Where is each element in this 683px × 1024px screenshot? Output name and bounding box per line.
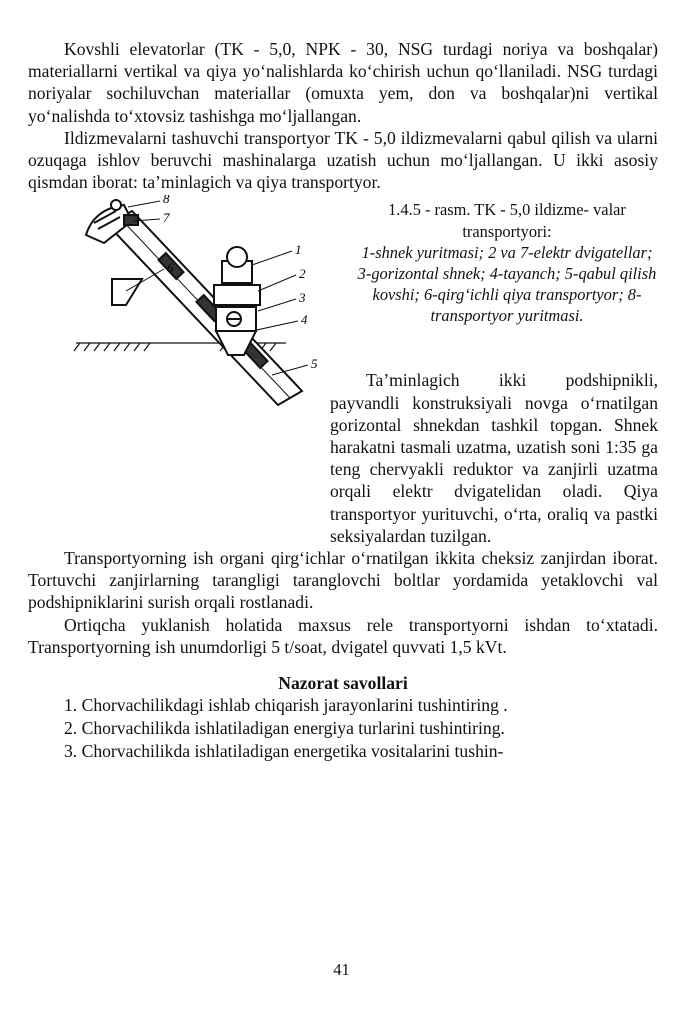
paragraph-working-organ: Transportyorning ish organi qirg‘ichlar o‘rnatilgan ikkita cheksiz zanjirdan iborat. Tortuvchi zanjirlarning tarangligi taranglovchi boltlar yordamida yetaklovchi val podshipniklarini surish orqali rostlanadi.	[28, 548, 658, 613]
paragraph-tk-transporter: Ildizmevalarni tashuvchi transportyor TK - 5,0 ildizmevalarni qabul qilish va ularni ozuqaga ishlov beruvchi mashinalarga uzatish uchun mo‘ljallangan. U ikki asosiy qismdan iborat: ta’minlagich va qiya transportyor.	[28, 127, 658, 193]
label-5: 5	[311, 356, 318, 372]
label-1: 1	[295, 242, 302, 258]
label-6: 6	[167, 260, 174, 276]
caption-description: 1-shnek yuritmasi; 2 va 7-elektr dvigatellar; 3-gorizontal shnek; 4-tayanch; 5-qabul qilish kovshi; 6-qirg‘ichli qiya transportyor; 8-transportyor yuritmasi.	[357, 242, 657, 326]
question-item: 1. Chorvachilikdagi ishlab chiqarish jarayonlarini tushintiring .	[64, 695, 508, 716]
question-item: 2. Chorvachilikda ishlatiladigan energiya turlarini tushintiring.	[64, 718, 505, 739]
page-number: 41	[333, 960, 350, 979]
label-3: 3	[299, 290, 306, 306]
transporter-diagram	[46, 195, 346, 457]
label-4: 4	[301, 312, 308, 328]
figure-caption	[356, 199, 658, 326]
paragraph-feeder: Ta’minlagich ikki podshipnikli, payvandli konstruksiyali novga o‘rnatilgan gorizontal shnekdan tashkil topgan. Shnek harakatni tasmali uzatma, uzatish soni 1:35 ga teng chervyakli reduktor va zanjirli uzatma orqali elektr dvigatelidan oladi. Qiya transportyor yurituvchi, o‘rta, oraliq va pastki seksiyalardan tuzilgan.	[330, 370, 658, 546]
paragraph-elevators: Kovshli elevatorlar (TK - 5,0, NPK - 30, NSG turdagi noriya va boshqalar) materiallarni vertikal va qiya yo‘nalishlarda ko‘chirish uchun qo‘llaniladi. NSG turdagi noriyalar sochiluvchan materiallar (omuxta yem, don va boshqalar)ni vertikal yo‘nalishda to‘xtovsiz tashishga mo‘ljallangan.	[28, 39, 658, 126]
caption-title: 1.4.5 - rasm. TK - 5,0 ildizme- valar transportyori:	[388, 200, 626, 241]
figure-block	[28, 195, 658, 457]
page-content	[28, 38, 658, 763]
label-7: 7	[163, 210, 170, 226]
label-8: 8	[163, 195, 170, 207]
label-2: 2	[299, 266, 306, 282]
question-item: 3. Chorvachilikda ishlatiladigan energetika vositalarini tushin-	[64, 741, 504, 762]
support-leg	[112, 279, 142, 305]
feeder-unit	[214, 247, 260, 355]
paragraph-overload: Ortiqcha yuklanish holatida maxsus rele transportyorni ishdan to‘xtatadi. Transportyorning ish unumdorligi 5 t/soat, dvigatel quvvati 1,5 kVt.	[28, 614, 658, 657]
inclined-conveyor	[108, 211, 302, 405]
questions-heading: Nazorat savollari	[278, 673, 408, 694]
